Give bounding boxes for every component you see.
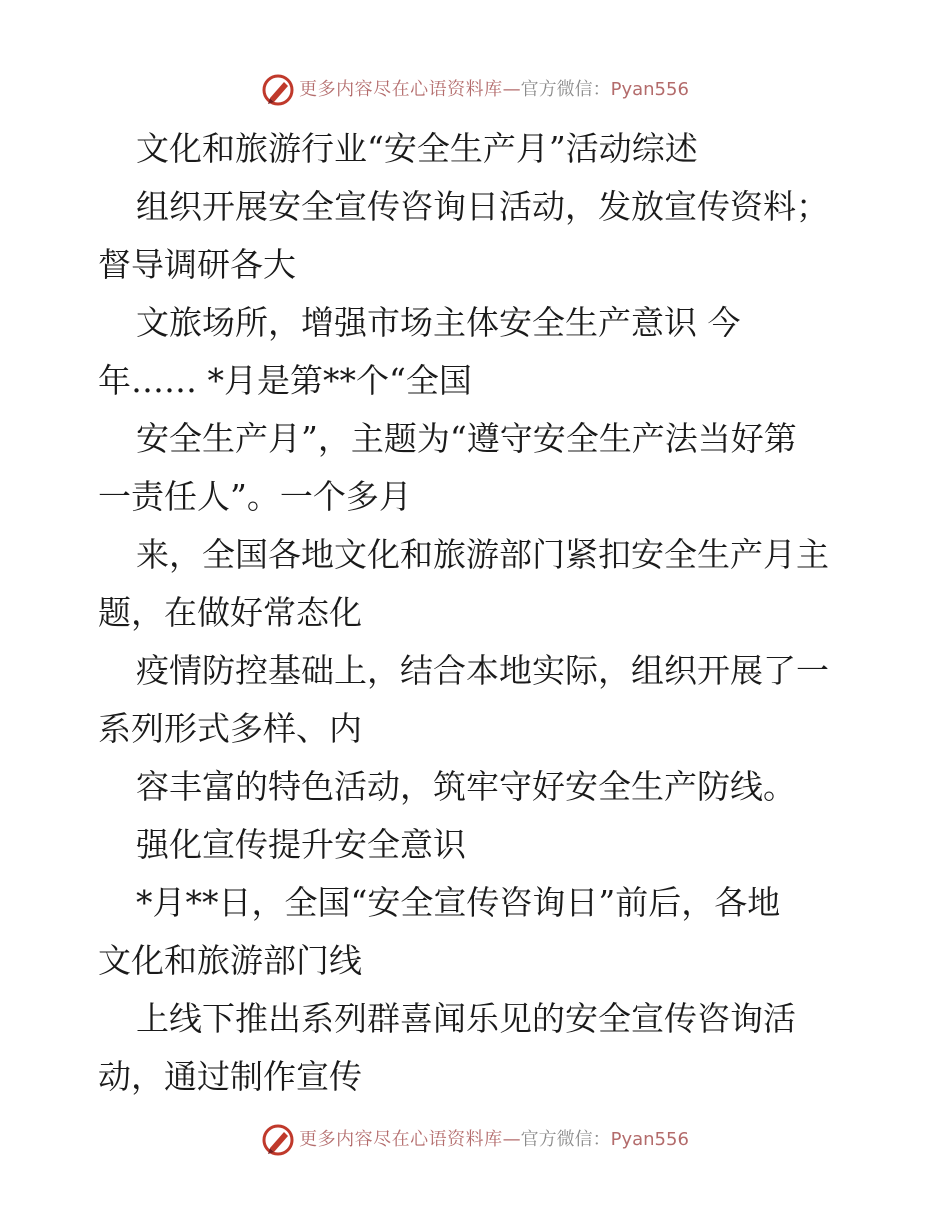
paragraph-line: 年…… *月是第**个“全国 <box>98 361 472 400</box>
watermark-wechat-id: Pyan556 <box>610 79 689 100</box>
paragraph-line: 上线下推出系列群喜闻乐见的安全宣传咨询活 <box>136 999 796 1038</box>
paragraph-line: 一责任人”。一个多月 <box>98 477 412 516</box>
watermark-wechat-id: Pyan556 <box>610 1129 689 1150</box>
pen-logo-icon <box>261 1123 295 1157</box>
paragraph-line: 督导调研各大 <box>98 245 296 284</box>
section-heading: 强化宣传提升安全意识 <box>136 825 466 864</box>
watermark-banner-top <box>0 70 950 110</box>
watermark-dash: — <box>502 1129 521 1150</box>
paragraph-line: 安全生产月”，主题为“遵守安全生产法当好第 <box>136 419 797 458</box>
watermark-text: 更多内容尽在心语资料库 <box>299 1129 503 1150</box>
paragraph-line: 组织开展安全宣传咨询日活动，发放宣传资料； <box>136 187 829 226</box>
paragraph-line: 动，通过制作宣传 <box>98 1057 362 1096</box>
paragraph-line: 来，全国各地文化和旅游部门紧扣安全生产月主 <box>136 535 829 574</box>
paragraph-line: 疫情防控基础上，结合本地实际，组织开展了一 <box>136 651 829 690</box>
paragraph-line: 题，在做好常态化 <box>98 593 362 632</box>
watermark-text: 更多内容尽在心语资料库 <box>299 79 503 100</box>
watermark-wechat-label: 官方微信： <box>520 1129 611 1150</box>
document-body <box>98 120 868 1106</box>
paragraph-line: 文旅场所，增强市场主体安全生产意识 今 <box>136 303 741 342</box>
watermark-banner-bottom <box>0 1120 950 1160</box>
paragraph-line: 文化和旅游部门线 <box>98 941 362 980</box>
watermark-wechat-label: 官方微信： <box>520 79 611 100</box>
paragraph-line: *月**日，全国“安全宣传咨询日”前后，各地 <box>136 883 781 922</box>
paragraph-line: 系列形式多样、内 <box>98 709 362 748</box>
pen-logo-icon <box>261 73 295 107</box>
paragraph-line: 容丰富的特色活动，筑牢守好安全生产防线。 <box>136 767 796 806</box>
watermark-dash: — <box>502 79 521 100</box>
document-title: 文化和旅游行业“安全生产月”活动综述 <box>136 129 698 168</box>
